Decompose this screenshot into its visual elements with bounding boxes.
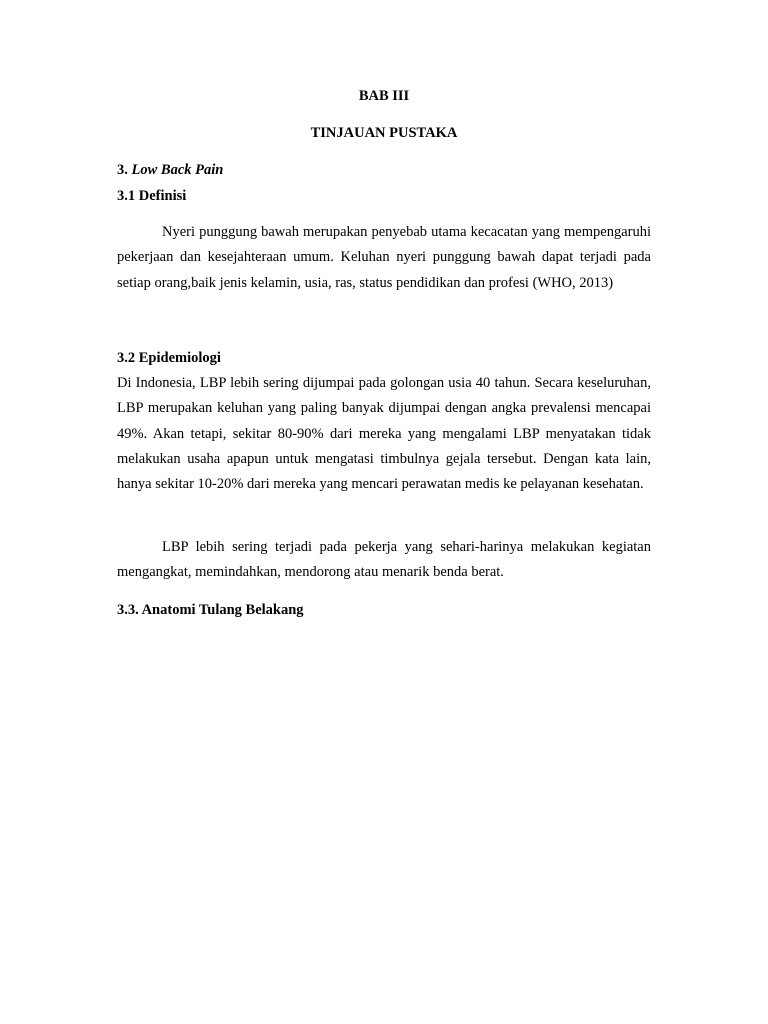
document-page (117, 0, 651, 1024)
section-3-3-heading: 3.3. Anatomi Tulang Belakang (117, 602, 304, 618)
epidemiology-paragraph-2: LBP lebih sering terjadi pada pekerja yang sehari-harinya melakukan kegiatan mengangkat, memindahkan, mendorong atau menarik benda berat. (117, 539, 651, 581)
section-3-title: Low Back Pain (131, 162, 224, 178)
section-3-1-heading: 3.1 Definisi (117, 188, 187, 204)
chapter-number: BAB III (358, 88, 410, 104)
chapter-title: TINJAUAN PUSTAKA (310, 125, 458, 141)
section-3-heading (117, 162, 223, 179)
section-3-2-heading: 3.2 Epidemiologi (117, 350, 221, 366)
definition-paragraph: Nyeri punggung bawah merupakan penyebab utama kecacatan yang mempengaruhi pekerjaan dan kesejahteraan umum. Keluhan nyeri punggung bawah dapat terjadi pada setiap orang,baik jenis kelamin, usia, ras, status pendidikan dan profesi (WHO, 2013) (117, 224, 651, 291)
section-3-number: 3. (117, 162, 128, 178)
epidemiology-paragraph-1: Di Indonesia, LBP lebih sering dijumpai pada golongan usia 40 tahun. Secara keseluruhan, LBP merupakan keluhan yang paling banyak dijumpai dengan angka prevalensi mencapai 49%. Akan tetapi, sekitar 80-90% dari mereka yang mengalami LBP menyatakan tidak melakukan usaha apapun untuk mengatasi timbulnya gejala tersebut. Dengan kata lain, hanya sekitar 10-20% dari mereka yang mencari perawatan medis ke pelayanan kesehatan. (117, 375, 651, 493)
